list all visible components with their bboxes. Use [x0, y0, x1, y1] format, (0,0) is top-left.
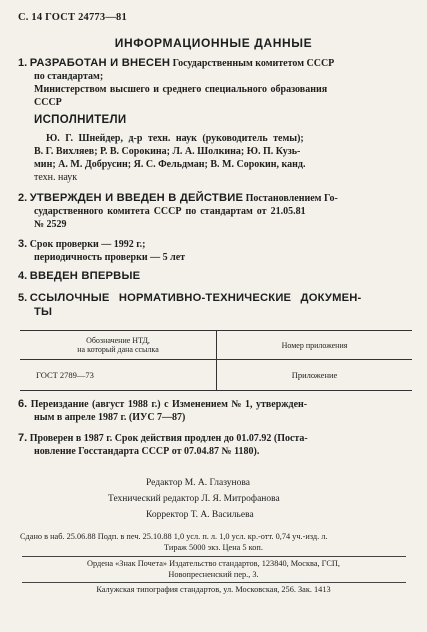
section-1-number: 1.: [18, 57, 28, 69]
section-7-line-1: [18, 432, 308, 445]
section-2-text-2: сударственного комитета СССР по стандартам от 21.05.81: [34, 206, 306, 217]
section-6-number: 6.: [18, 398, 28, 410]
section-4-caption: ВВЕДЕН ВПЕРВЫЕ: [29, 270, 141, 282]
executors-line-1: Ю. Г. Шнейдер, д-р техн. наук (руководитель темы);: [46, 133, 304, 144]
section-7-number: 7.: [18, 432, 28, 444]
section-5-line-1: [18, 292, 361, 305]
page-header: С. 14 ГОСТ 24773—81: [18, 12, 127, 23]
imprint-line-1: Сдано в наб. 25.06.88 Подп. в печ. 25.10.88 1,0 усл. п. л. 1,0 усл. кр.-отт. 0,74 уч.-изд. л.: [20, 532, 328, 541]
table-row: [20, 360, 412, 391]
section-2-caption: УТВЕРЖДЕН И ВВЕДЕН В ДЕЙСТВИЕ: [29, 192, 244, 204]
section-3-text-2: периодичность проверки — 5 лет: [34, 252, 186, 263]
section-6-text-2: ным в апреле 1987 г. (ИУС 7—87): [34, 412, 186, 423]
divider: [22, 582, 406, 583]
executors-line-2: В. Г. Вихляев; Р. В. Сорокина; Л. А. Шолкина; Ю. П. Кузь-: [34, 146, 301, 157]
section-2-text-3: № 2529: [34, 219, 67, 230]
section-7-text-1: Проверен в 1987 г. Срок действия продлен до 01.07.92 (Постa-: [29, 433, 308, 444]
table-header-doc: [20, 331, 217, 360]
section-1-text-3: Министерством высшего и среднего специального образования: [34, 84, 328, 95]
table-cell-doc: ГОСТ 2789—73: [20, 360, 217, 391]
section-1-caption: РАЗРАБОТАН И ВНЕСЕН: [29, 57, 171, 69]
section-4-number: 4.: [18, 270, 28, 282]
editor-line: Редактор М. А. Глазунова: [146, 478, 250, 488]
references-table: [20, 330, 412, 391]
section-4: [18, 270, 140, 283]
page-title: ИНФОРМАЦИОННЫЕ ДАННЫЕ: [114, 36, 313, 50]
table-header-doc-line-2: на который дана ссылка: [77, 345, 159, 354]
section-1-line-1: [18, 57, 334, 70]
section-3-text-1: Срок проверки — 1992 г.;: [29, 239, 146, 250]
table-header-appendix: Номер приложения: [217, 331, 413, 360]
printer-line-3: Калужская типография стандартов, ул. Московская, 256. Зак. 1413: [96, 585, 331, 594]
section-6-line-1: [18, 398, 307, 411]
corrector-line: Корректор Т. А. Васильева: [146, 510, 254, 520]
executors-line-3: мин; А. М. Добрусин; Я. С. Фельдман; В. М. Сорокин, канд.: [34, 159, 306, 170]
section-1-text-1: Государственным комитетом СССР: [172, 58, 335, 69]
section-5-caption: ССЫЛОЧНЫЕ НОРМАТИВНО-ТЕХНИЧЕСКИЕ ДОКУМЕН-: [29, 292, 362, 304]
printer-line-1: Ордена «Знак Почета» Издательство стандартов, 123840, Москва, ГСП,: [87, 559, 340, 568]
executors-line-4: техн. наук: [34, 172, 78, 183]
section-3-line-1: [18, 238, 145, 251]
divider: [22, 556, 406, 557]
technical-editor-line: Технический редактор Л. Я. Митрофанова: [108, 494, 280, 504]
section-7-text-2: новление Госстандарта СССР от 07.04.87 № 1180).: [34, 446, 260, 457]
section-1-text-2: по стандартам;: [34, 71, 104, 82]
executors-heading: ИСПОЛНИТЕЛИ: [34, 114, 127, 126]
table-cell-appendix: Приложение: [217, 360, 413, 391]
section-6-text-1: Переиздание (август 1988 г.) с Изменением № 1, утвержден-: [30, 399, 308, 410]
section-2-number: 2.: [18, 192, 28, 204]
table-header-row: [20, 331, 412, 360]
section-3-number: 3.: [18, 238, 28, 250]
section-1-text-4: СССР: [34, 97, 62, 108]
table-header-doc-line-1: Обозначение НТД,: [86, 336, 150, 345]
section-5-caption-cont: ТЫ: [34, 306, 53, 318]
section-2-text-1: Постановлением Го-: [245, 193, 338, 204]
section-2-line-1: [18, 192, 338, 205]
section-5-number: 5.: [18, 292, 28, 304]
section-5-caption-2: [34, 306, 52, 319]
imprint-line-2: Тираж 5000 экз. Цена 5 коп.: [164, 543, 263, 552]
printer-line-2: Новопресненский пер., 3.: [168, 570, 259, 579]
